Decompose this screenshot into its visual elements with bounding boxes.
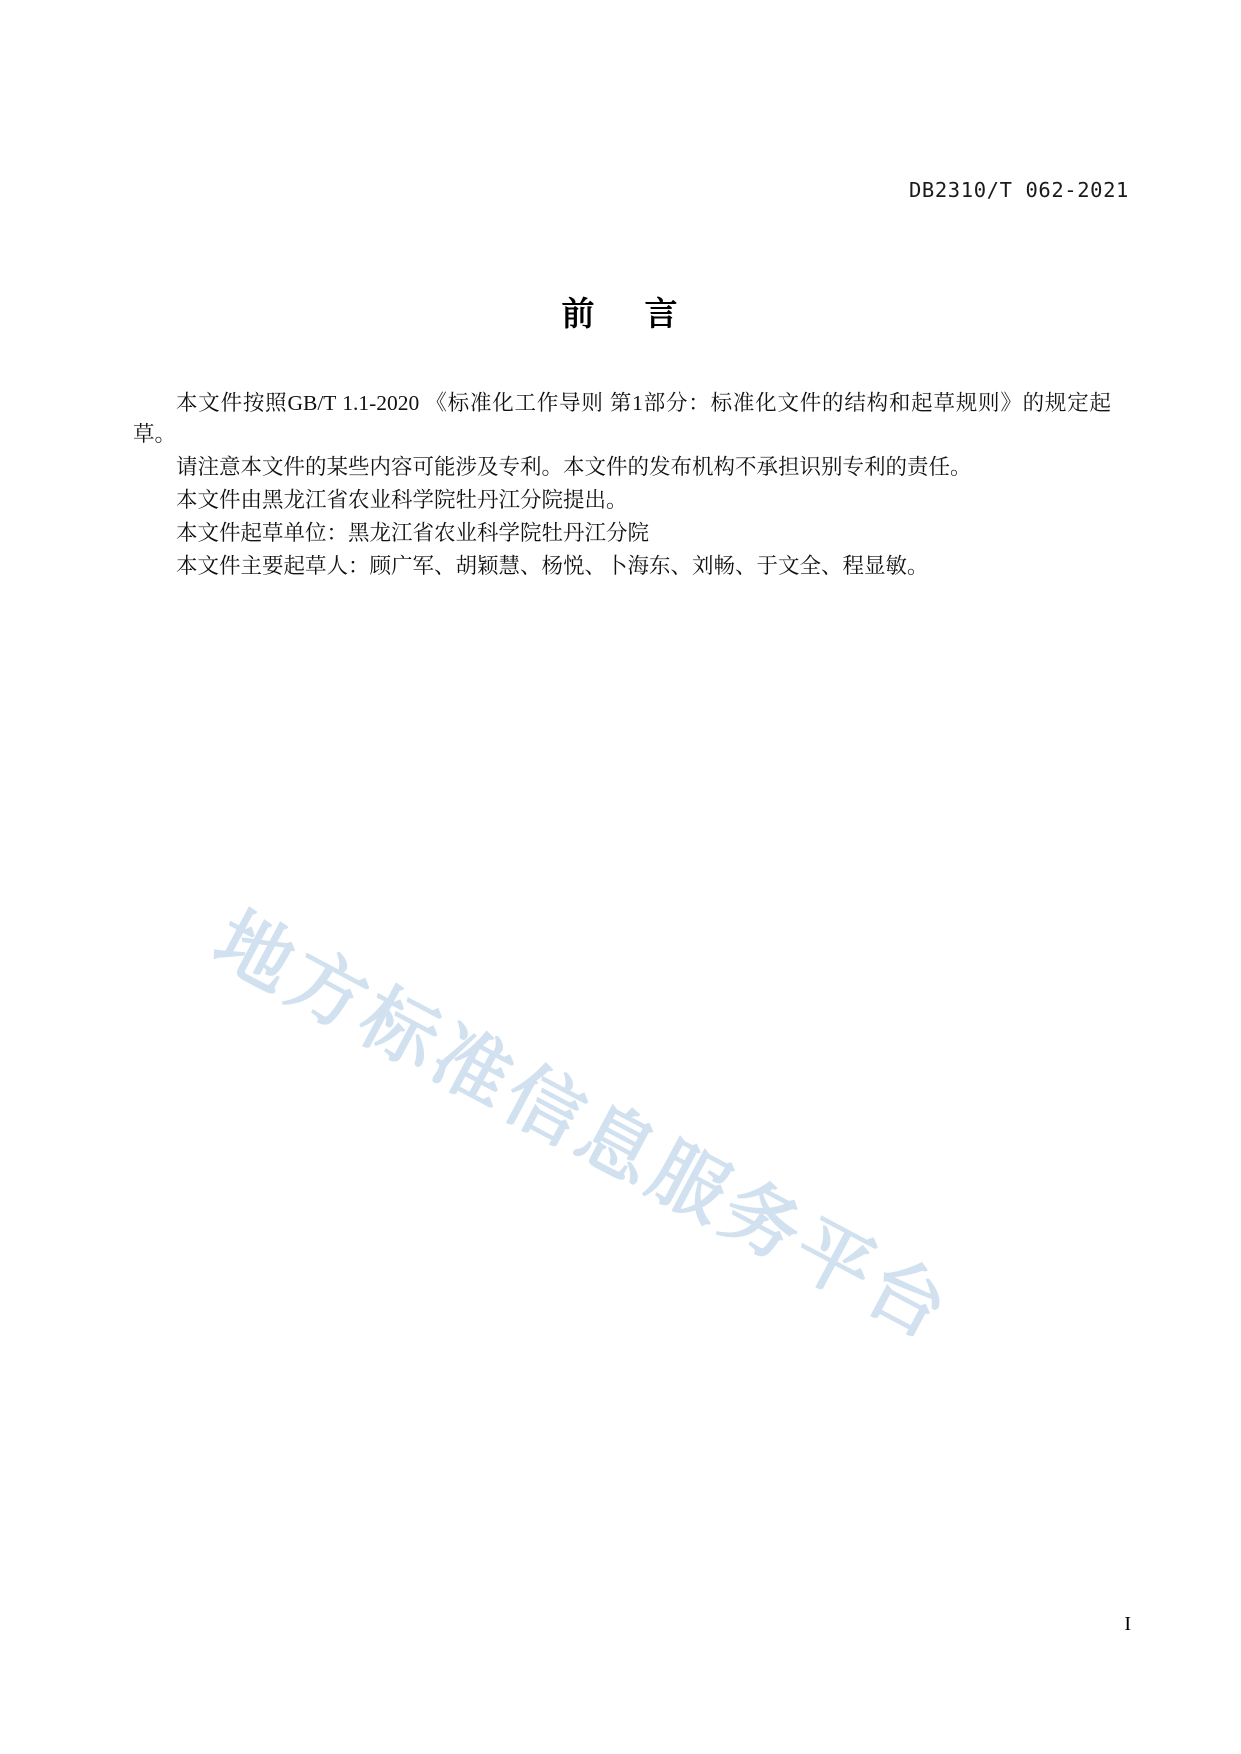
standard-code-header: DB2310/T 062-2021	[908, 178, 1129, 202]
page-title	[0, 288, 1241, 335]
page-title-first-char: 前	[561, 297, 597, 333]
foreword-paragraph-3: 本文件由黑龙江省农业科学院牡丹江分院提出。	[176, 488, 628, 512]
foreword-paragraph-2: 请注意本文件的某些内容可能涉及专利。本文件的发布机构不承担识别专利的责任。	[176, 455, 972, 479]
page-title-second-char: 言	[644, 297, 680, 333]
foreword-body	[133, 388, 1111, 584]
foreword-paragraph-1: 本文件按照GB/T 1.1-2020 《标准化工作导则 第1部分：标准化文件的结构和起草规则》的规定起草。	[133, 391, 1111, 446]
foreword-paragraph-5: 本文件主要起草人：顾广军、胡颖慧、杨悦、卜海东、刘畅、于文全、程显敏。	[176, 554, 929, 578]
watermark-text: 地方标准信息服务平台	[200, 894, 967, 1358]
foreword-paragraph-4: 本文件起草单位：黑龙江省农业科学院牡丹江分院	[176, 521, 650, 545]
page-number: I	[1124, 1613, 1131, 1635]
watermark	[200, 880, 967, 1358]
